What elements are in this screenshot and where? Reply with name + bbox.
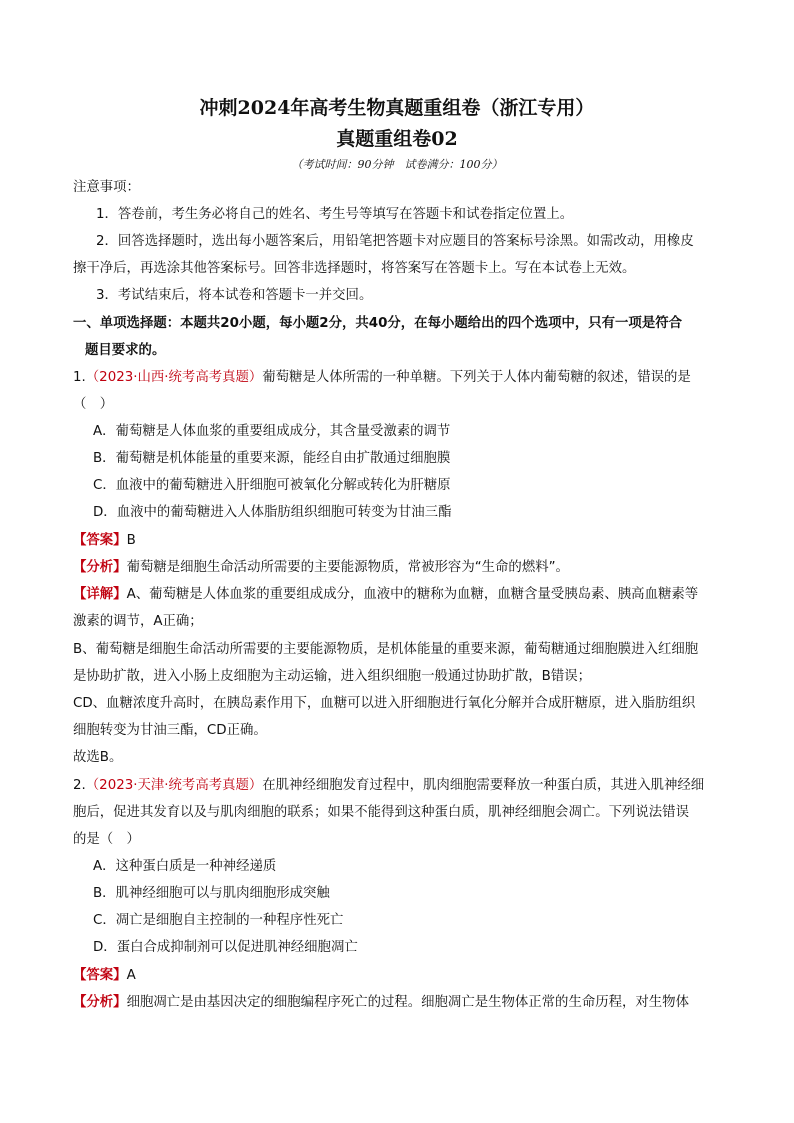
question-1-option-c: C．血液中的葡萄糖进入肝细胞可被氧化分解或转化为肝糖原 [93, 478, 451, 493]
answer-tag: 【答案】 [73, 533, 127, 548]
document-title: 冲刺2024年高考生物真题重组卷（浙江专用） [199, 97, 595, 119]
notice-item-2: 2．回答选择题时，选出每小题答案后，用铅笔把答题卡对应题目的答案标号涂黑。如需改动，用橡皮 [96, 234, 694, 249]
answer-value: B [126, 533, 136, 548]
analysis-tag: 【分析】 [73, 995, 127, 1010]
detail-tag: 【详解】 [73, 587, 127, 602]
question-1-text: 葡萄糖是人体所需的一种单糖。下列关于人体内葡萄糖的叙述，错误的是 [262, 370, 691, 385]
detail-text-a: A、葡萄糖是人体血浆的重要组成成分，血液中的糖称为血糖，血糖含量受胰岛素、胰高血糖素等 [126, 587, 699, 602]
question-2-answer [73, 966, 136, 986]
section1-heading-cont: 题目要求的。 [85, 343, 166, 358]
notice-item-1: 1．答卷前，考生务必将自己的姓名、考生号等填写在答题卡和试卷指定位置上。 [96, 207, 574, 222]
notice-heading: 注意事项： [73, 180, 140, 195]
section1-heading: 一、单项选择题：本题共20小题，每小题2分，共40分，在每小题给出的四个选项中，只有一项是符合 [73, 316, 682, 331]
answer-value: A [126, 968, 136, 983]
question-1-blank: （ ） [73, 397, 114, 412]
analysis-text: 葡萄糖是细胞生命活动所需要的主要能源物质，常被形容为“生命的燃料”。 [126, 560, 569, 575]
detail-line: 细胞转变为甘油三酯，CD正确。 [73, 723, 267, 738]
question-2-analysis [73, 993, 689, 1013]
question-2-option-a: A．这种蛋白质是一种神经递质 [93, 859, 277, 874]
question-1-stem [73, 368, 691, 388]
analysis-text: 细胞凋亡是由基因决定的细胞编程序死亡的过程。细胞凋亡是生物体正常的生命历程，对生物体 [126, 995, 689, 1010]
question-2-source: （2023·天津·统考高考真题） [85, 778, 263, 793]
detail-line: 是协助扩散，进入小肠上皮细胞为主动运输，进入组织细胞一般通过协助扩散，B错误； [73, 669, 592, 684]
detail-line: CD、血糖浓度升高时，在胰岛素作用下，血糖可以进入肝细胞进行氧化分解并合成肝糖原，进入脂肪组织 [73, 696, 696, 711]
notice-item-3: 3．考试结束后，将本试卷和答题卡一并交回。 [96, 288, 373, 303]
question-2-option-b: B．肌神经细胞可以与肌肉细胞形成突触 [93, 886, 330, 901]
answer-tag: 【答案】 [73, 968, 127, 983]
detail-line: 激素的调节，A正确； [73, 614, 203, 629]
question-1-number: 1. [73, 370, 86, 385]
question-1-option-a: A．葡萄糖是人体血浆的重要组成成分，其含量受激素的调节 [93, 424, 451, 439]
question-1-answer [73, 531, 136, 551]
question-2-stem [73, 776, 704, 796]
analysis-tag: 【分析】 [73, 560, 127, 575]
document-subtitle: 真题重组卷02 [336, 128, 458, 150]
question-2-stem-end: 的是（ ） [73, 832, 140, 847]
question-2-option-d: D．蛋白合成抑制剂可以促进肌神经细胞凋亡 [93, 940, 358, 955]
question-1-analysis [73, 558, 569, 578]
question-1-option-b: B．葡萄糖是机体能量的重要来源，能经自由扩散通过细胞膜 [93, 451, 451, 466]
question-1-source: （2023·山西·统考高考真题） [85, 370, 263, 385]
detail-conclusion: 故选B。 [73, 750, 123, 765]
question-1-option-d: D．血液中的葡萄糖进入人体脂肪组织细胞可转变为甘油三酯 [93, 505, 452, 520]
notice-item-2-cont: 擦干净后，再选涂其他答案标号。回答非选择题时，将答案写在答题卡上。写在本试卷上无效。 [73, 261, 636, 276]
detail-line: B、葡萄糖是细胞生命活动所需要的主要能源物质，是机体能量的重要来源，葡萄糖通过细胞膜进入红细胞 [73, 642, 699, 657]
question-2-option-c: C．凋亡是细胞自主控制的一种程序性死亡 [93, 913, 344, 928]
exam-info: （考试时间：90分钟 试卷满分：100分） [291, 158, 503, 171]
question-2-text: 在肌神经细胞发育过程中，肌肉细胞需要释放一种蛋白质，其进入肌神经细 [262, 778, 705, 793]
question-2-number: 2. [73, 778, 86, 793]
question-1-detail [73, 585, 698, 605]
question-2-stem-cont: 胞后，促进其发育以及与肌肉细胞的联系；如果不能得到这种蛋白质，肌神经细胞会凋亡。下列说法错误 [73, 805, 689, 820]
